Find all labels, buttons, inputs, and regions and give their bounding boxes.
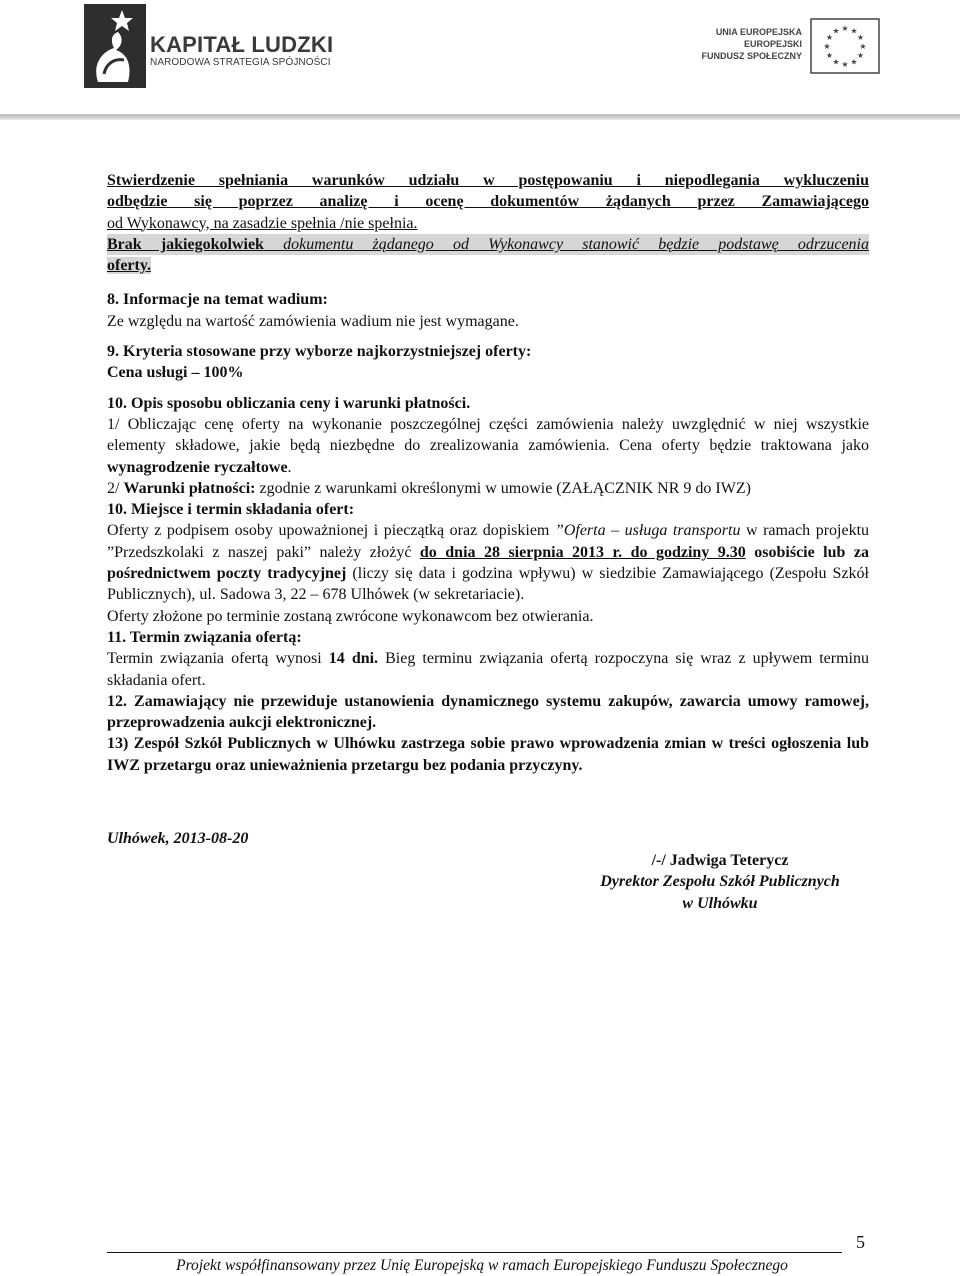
section-9-text: Cena usługi – 100%: [107, 364, 244, 382]
kapital-ludzki-logo: [84, 4, 334, 88]
signatory-name: /-/ Jadwiga Teterycz: [651, 852, 789, 869]
svg-text:★: ★: [841, 24, 849, 33]
kapital-ludzki-subtitle: NARODOWA STRATEGIA SPÓJNOŚCI: [150, 57, 331, 68]
section-13-text: 13) Zespół Szkół Publicznych w Ulhówku zastrzega sobie prawo wprowadzenia zmian w treści ogłoszenia lub IWZ przetargu oraz unieważnienia przetargu bez podania przyczyny.: [107, 735, 869, 774]
rejection-bold: Brak jakiegokolwiek: [107, 235, 264, 253]
footer-text: Projekt współfinansowany przez Unię Europejską w ramach Europejskiego Funduszu Społecznego: [176, 1257, 788, 1274]
payment-terms-label: Warunki płatności:: [123, 479, 256, 497]
section-11-text: Termin związania ofertą wynosi 14 dni. Bieg terminu związania ofertą rozpoczyna się wraz z upływem terminu składania ofert.: [107, 650, 870, 689]
kapital-ludzki-emblem-icon: [84, 4, 146, 88]
svg-text:★: ★: [841, 60, 849, 69]
section-10-payment-text: 2/ Warunki płatności: zgodnie z warunkami określonymi w umowie (ZAŁĄCZNIK NR 9 do IWZ): [107, 479, 751, 497]
section-12-text: 12. Zamawiający nie przewiduje ustanowienia dynamicznego systemu zakupów, zawarcia umowy ramowej, przeprowadzenia aukcji elektronicznej.: [107, 692, 869, 732]
section-10-price-text: 1/ Obliczając cenę oferty na wykonanie poszczególnej części zamówienia należy uwzględnić w niej wszystkie elementy składowe, jakie będą niezbędne do zrealizowania zamówienia. Cena oferty będzie traktowana jako wynagrodzenie ryczałtowe.: [107, 415, 869, 476]
svg-text:★: ★: [850, 26, 858, 36]
section-10-place-heading: 10. Miejsce i termin składania ofert:: [107, 501, 355, 519]
rejection-line-1: [107, 234, 869, 255]
rejection-italic: dokumentu żądanego od Wykonawcy stanowić będzie podstawę odrzucenia: [263, 235, 869, 253]
svg-text:★: ★: [832, 57, 840, 67]
rejection-end: oferty.: [107, 257, 151, 275]
section-8-heading: 8. Informacje na temat wadium:: [107, 291, 328, 309]
eu-logo-line3: FUNDUSZ SPOŁECZNY: [701, 51, 802, 61]
eu-logo: [701, 14, 882, 74]
svg-text:★: ★: [825, 51, 834, 60]
page-number: 5: [856, 1232, 865, 1252]
conditions-line-1: Stwierdzenie spełniania warunków udziału w postępowaniu i niepodlegania wykluczeniu: [107, 172, 869, 189]
delivery-method: osobiście lub za pośrednictwem poczty tradycyjnej: [107, 543, 869, 583]
deadline-date: do dnia 28 sierpnia 2013 r. do godziny 9.: [419, 543, 730, 561]
svg-text:★: ★: [859, 42, 867, 51]
svg-text:★: ★: [832, 26, 840, 36]
document-body: [107, 170, 869, 776]
section-10-place-text: Oferty z podpisem osoby upoważnionej i pieczątką oraz dopiskiem ”Oferta – usługa transportu w ramach projektu ”Przedszkolaki z naszej paki” należy złożyć do dnia 28 sierpnia 2013 r. do godziny 9.30 osobiście lub za pośrednictwem poczty tradycyjnej (liczy się data i godzina wpływu) w siedzibie Zamawiającego (Zespołu Szkół Publicznych), ul. Sadowa 3, 22 – 678 Ulhówek (w sekretariacie).: [107, 522, 870, 604]
offer-annotation: ”Oferta – usługa transportu: [554, 522, 741, 540]
eu-logo-line1: UNIA EUROPEJSKA: [715, 27, 802, 37]
svg-text:★: ★: [823, 42, 831, 51]
eu-logo-line2: EUROPEJSKI: [743, 39, 802, 49]
section-11-heading: 11. Termin związania ofertą:: [107, 628, 302, 646]
signatory-location: w Ulhówku: [682, 894, 758, 912]
section-10-price-heading: 10. Opis sposobu obliczania ceny i warunki płatności.: [107, 394, 471, 412]
kapital-ludzki-title: KAPITAŁ LUDZKI: [150, 32, 334, 57]
eu-logo-text: [701, 26, 802, 62]
footer-divider: [107, 1252, 842, 1253]
binding-period: 14 dni.: [328, 650, 379, 668]
page-header: [0, 0, 960, 115]
header-divider: [0, 114, 960, 120]
signature-block: [560, 850, 880, 914]
svg-text:★: ★: [825, 33, 834, 42]
place-and-date: Ulhówek, 2013-08-20: [107, 830, 249, 847]
conditions-line-3: od Wykonawcy, na zasadzie spełnia /nie spełnia.: [107, 214, 418, 232]
svg-text:★: ★: [850, 57, 858, 67]
section-9-heading: 9. Kryteria stosowane przy wyborze najkorzystniejszej oferty:: [107, 343, 532, 361]
section-8-text: Ze względu na wartość zamówienia wadium nie jest wymagane.: [107, 312, 519, 330]
svg-text:★: ★: [856, 33, 865, 42]
conditions-line-2: odbędzie się poprzez analizę i ocenę dokumentów żądanych przez Zamawiającego: [107, 193, 869, 211]
eu-flag-icon: [810, 18, 880, 74]
signatory-title: Dyrektor Zespołu Szkół Publicznych: [600, 873, 840, 891]
rejection-line-2: [107, 255, 869, 276]
svg-text:★: ★: [856, 51, 865, 60]
lump-sum-remuneration: wynagrodzenie ryczałtowe: [107, 458, 288, 476]
deadline-minutes: 30: [729, 543, 746, 561]
late-offers-text: Oferty złożone po terminie zostaną zwrócone wykonawcom bez otwierania.: [107, 607, 594, 625]
